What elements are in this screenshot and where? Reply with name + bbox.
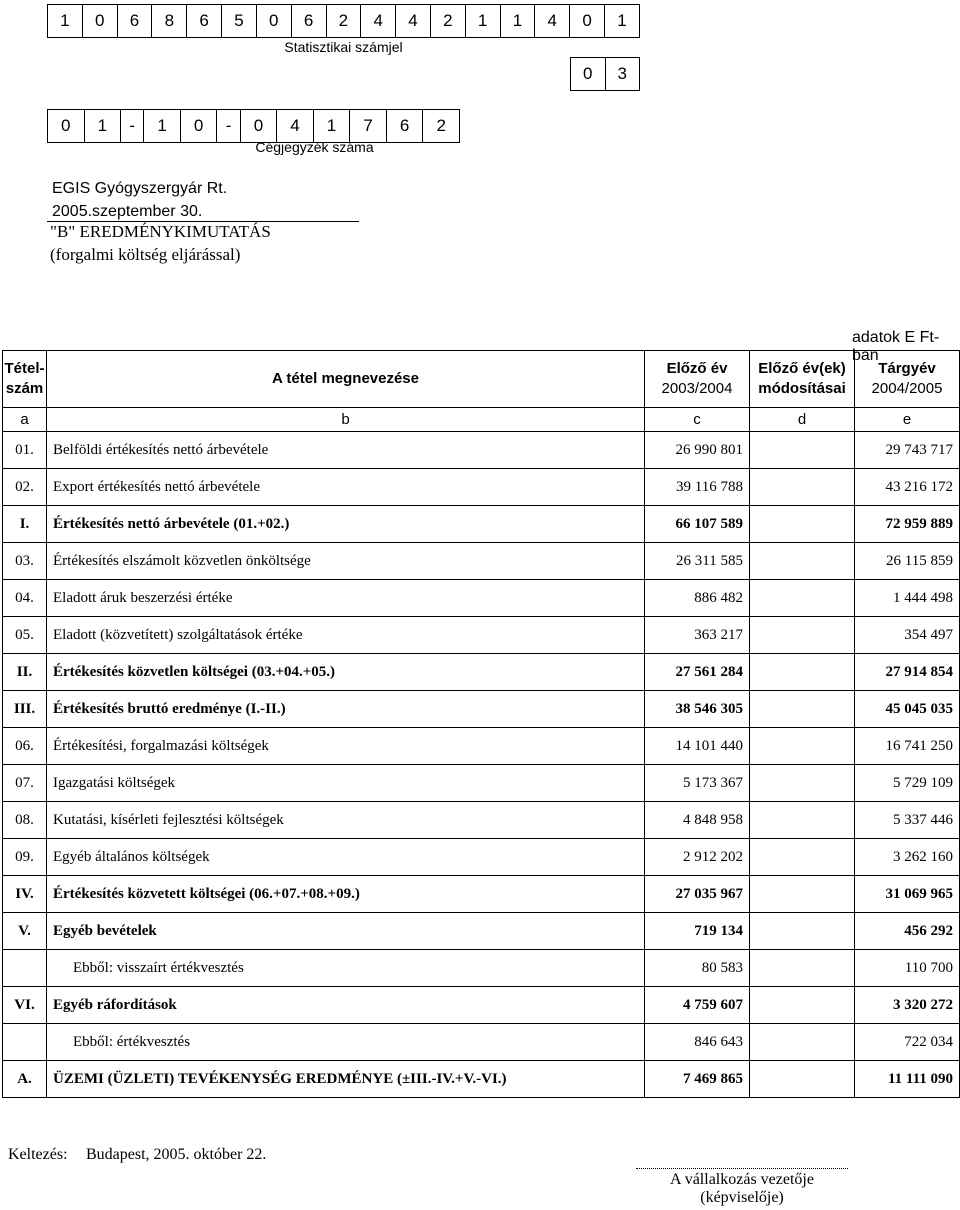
report-title: "B" EREDMÉNYKIMUTATÁS xyxy=(50,222,271,241)
registration-number-boxes xyxy=(47,109,460,143)
report-date: 2005.szeptember 30. xyxy=(52,203,203,220)
row-mod-value xyxy=(750,654,855,691)
row-mod-value xyxy=(750,950,855,987)
column-letter: d xyxy=(750,408,855,432)
stat-code-digit: 8 xyxy=(152,5,187,38)
stat-code-digit: 4 xyxy=(361,5,396,38)
stat-code-digit: 6 xyxy=(187,5,222,38)
row-prev-value: 26 311 585 xyxy=(645,543,750,580)
row-prev-value: 846 643 xyxy=(645,1024,750,1061)
column-letter: e xyxy=(855,408,960,432)
row-mod-value xyxy=(750,987,855,1024)
row-code: 03. xyxy=(3,543,47,580)
row-name: Eladott (közvetített) szolgáltatások értéke xyxy=(47,617,645,654)
header-name: A tétel megnevezése xyxy=(47,351,645,408)
stat-code-digit: 4 xyxy=(535,5,570,38)
row-code: A. xyxy=(3,1061,47,1098)
row-name: Belföldi értékesítés nettó árbevétele xyxy=(47,432,645,469)
row-code: V. xyxy=(3,913,47,950)
row-name: Export értékesítés nettó árbevétele xyxy=(47,469,645,506)
date-label: Keltezés: xyxy=(8,1146,68,1163)
row-curr-value: 1 444 498 xyxy=(855,580,960,617)
row-prev-value: 26 990 801 xyxy=(645,432,750,469)
registration-digit: 0 xyxy=(240,110,277,143)
row-prev-value: 2 912 202 xyxy=(645,839,750,876)
registration-digit: 1 xyxy=(144,110,181,143)
column-letter: b xyxy=(47,408,645,432)
stat-code-digit: 1 xyxy=(465,5,500,38)
row-prev-value: 886 482 xyxy=(645,580,750,617)
table-row xyxy=(3,543,960,580)
row-curr-value: 31 069 965 xyxy=(855,876,960,913)
row-prev-value: 27 035 967 xyxy=(645,876,750,913)
row-mod-value xyxy=(750,765,855,802)
row-code: 04. xyxy=(3,580,47,617)
table-row xyxy=(3,469,960,506)
header-mod-title: Előző év(ek) xyxy=(758,360,846,377)
row-mod-value xyxy=(750,691,855,728)
row-code: II. xyxy=(3,654,47,691)
row-code: 02. xyxy=(3,469,47,506)
row-curr-value: 43 216 172 xyxy=(855,469,960,506)
row-prev-value: 4 759 607 xyxy=(645,987,750,1024)
registration-digit: 1 xyxy=(313,110,350,143)
row-prev-value: 5 173 367 xyxy=(645,765,750,802)
row-name: Kutatási, kísérleti fejlesztési költségek xyxy=(47,802,645,839)
statistical-code-boxes xyxy=(47,4,640,38)
row-code: 01. xyxy=(3,432,47,469)
row-mod-value xyxy=(750,580,855,617)
registration-digit: 6 xyxy=(386,110,423,143)
county-code-digit: 0 xyxy=(571,58,606,91)
row-curr-value: 5 729 109 xyxy=(855,765,960,802)
header-curr-title: Tárgyév xyxy=(878,360,936,377)
table-row xyxy=(3,617,960,654)
row-code: 05. xyxy=(3,617,47,654)
stat-code-digit: 2 xyxy=(430,5,465,38)
row-curr-value: 29 743 717 xyxy=(855,432,960,469)
row-mod-value xyxy=(750,617,855,654)
row-prev-value: 38 546 305 xyxy=(645,691,750,728)
row-prev-value: 14 101 440 xyxy=(645,728,750,765)
row-name: Eladott áruk beszerzési értéke xyxy=(47,580,645,617)
row-curr-value: 354 497 xyxy=(855,617,960,654)
row-code xyxy=(3,1024,47,1061)
header-mod xyxy=(750,351,855,408)
table-row xyxy=(3,1024,960,1061)
county-code-digit: 3 xyxy=(605,58,640,91)
row-name: ÜZEMI (ÜZLETI) TEVÉKENYSÉG EREDMÉNYE (±III.-IV.+V.-VI.) xyxy=(47,1061,645,1098)
header-code-text: Tétel- szám xyxy=(4,360,45,397)
statistical-code-caption: Statisztikai számjel xyxy=(284,39,403,55)
report-subtitle: (forgalmi költség eljárással) xyxy=(50,245,241,264)
column-letter: a xyxy=(3,408,47,432)
row-mod-value xyxy=(750,543,855,580)
table-row xyxy=(3,876,960,913)
registration-digit: 2 xyxy=(423,110,460,143)
row-prev-value: 27 561 284 xyxy=(645,654,750,691)
table-row xyxy=(3,913,960,950)
unit-note: adatok E Ft-ban xyxy=(852,329,940,364)
table-row xyxy=(3,506,960,543)
row-mod-value xyxy=(750,802,855,839)
company-name: EGIS Gyógyszergyár Rt. xyxy=(52,180,228,197)
row-name: Értékesítés elszámolt közvetlen önköltsége xyxy=(47,543,645,580)
stat-code-digit: 0 xyxy=(570,5,605,38)
header-code xyxy=(3,351,47,408)
table-row xyxy=(3,432,960,469)
signature-title: A vállalkozás vezetője xyxy=(670,1171,814,1188)
row-name: Igazgatási költségek xyxy=(47,765,645,802)
row-curr-value: 5 337 446 xyxy=(855,802,960,839)
row-curr-value: 26 115 859 xyxy=(855,543,960,580)
header-prev xyxy=(645,351,750,408)
header-prev-title: Előző év xyxy=(666,360,728,377)
stat-code-digit: 0 xyxy=(82,5,117,38)
table-row xyxy=(3,839,960,876)
header-mod-sub: módosításai xyxy=(758,380,846,397)
row-prev-value: 4 848 958 xyxy=(645,802,750,839)
row-curr-value: 72 959 889 xyxy=(855,506,960,543)
row-code: 08. xyxy=(3,802,47,839)
row-prev-value: 80 583 xyxy=(645,950,750,987)
row-code: 09. xyxy=(3,839,47,876)
row-curr-value: 45 045 035 xyxy=(855,691,960,728)
row-code: 07. xyxy=(3,765,47,802)
table-row xyxy=(3,691,960,728)
row-code: VI. xyxy=(3,987,47,1024)
header-curr xyxy=(855,351,960,408)
row-name: Értékesítés nettó árbevétele (01.+02.) xyxy=(47,506,645,543)
row-curr-value: 110 700 xyxy=(855,950,960,987)
table-row xyxy=(3,950,960,987)
registration-digit: 0 xyxy=(48,110,85,143)
signature-line xyxy=(636,1168,848,1169)
registration-number-caption: Cégjegyzék száma xyxy=(255,139,374,155)
row-mod-value xyxy=(750,876,855,913)
row-prev-value: 719 134 xyxy=(645,913,750,950)
table-row xyxy=(3,728,960,765)
row-mod-value xyxy=(750,1024,855,1061)
registration-digit: 0 xyxy=(180,110,217,143)
row-name: Értékesítési, forgalmazási költségek xyxy=(47,728,645,765)
header-curr-period: 2004/2005 xyxy=(871,380,943,397)
stat-code-digit: 1 xyxy=(500,5,535,38)
row-mod-value xyxy=(750,469,855,506)
registration-digit: - xyxy=(217,110,240,143)
row-prev-value: 66 107 589 xyxy=(645,506,750,543)
table-row xyxy=(3,802,960,839)
row-name: Értékesítés bruttó eredménye (I.-II.) xyxy=(47,691,645,728)
stat-code-digit: 4 xyxy=(396,5,431,38)
table-row xyxy=(3,987,960,1024)
table-row xyxy=(3,765,960,802)
row-mod-value xyxy=(750,839,855,876)
row-name: Értékesítés közvetlen költségei (03.+04.+05.) xyxy=(47,654,645,691)
row-code: III. xyxy=(3,691,47,728)
row-code xyxy=(3,950,47,987)
stat-code-digit: 1 xyxy=(48,5,83,38)
stat-code-digit: 6 xyxy=(291,5,326,38)
row-code: I. xyxy=(3,506,47,543)
registration-digit: 4 xyxy=(277,110,314,143)
signature-subtitle: (képviselője) xyxy=(700,1189,784,1206)
row-curr-value: 456 292 xyxy=(855,913,960,950)
row-mod-value xyxy=(750,913,855,950)
stat-code-digit: 1 xyxy=(605,5,640,38)
header-prev-period: 2003/2004 xyxy=(661,380,733,397)
row-curr-value: 11 111 090 xyxy=(855,1061,960,1098)
row-name: Egyéb ráfordítások xyxy=(47,987,645,1024)
date-value: Budapest, 2005. október 22. xyxy=(86,1146,267,1163)
row-curr-value: 3 262 160 xyxy=(855,839,960,876)
county-code-boxes xyxy=(570,57,640,91)
registration-digit: 1 xyxy=(84,110,121,143)
row-name: Egyéb általános költségek xyxy=(47,839,645,876)
row-curr-value: 16 741 250 xyxy=(855,728,960,765)
stat-code-digit: 5 xyxy=(222,5,257,38)
table-row xyxy=(3,1061,960,1098)
column-letter: c xyxy=(645,408,750,432)
row-curr-value: 722 034 xyxy=(855,1024,960,1061)
row-name: Értékesítés közvetett költségei (06.+07.+08.+09.) xyxy=(47,876,645,913)
stat-code-digit: 2 xyxy=(326,5,361,38)
row-name: Ebből: visszaírt értékvesztés xyxy=(47,950,645,987)
row-prev-value: 39 116 788 xyxy=(645,469,750,506)
row-prev-value: 363 217 xyxy=(645,617,750,654)
row-prev-value: 7 469 865 xyxy=(645,1061,750,1098)
table-row xyxy=(3,580,960,617)
row-code: IV. xyxy=(3,876,47,913)
table-row xyxy=(3,654,960,691)
column-letter-row xyxy=(3,408,960,432)
registration-digit: - xyxy=(121,110,144,143)
registration-digit: 7 xyxy=(350,110,387,143)
row-name: Egyéb bevételek xyxy=(47,913,645,950)
header-row xyxy=(3,351,960,408)
row-mod-value xyxy=(750,1061,855,1098)
row-name: Ebből: értékvesztés xyxy=(47,1024,645,1061)
income-statement-table xyxy=(2,350,960,1098)
row-mod-value xyxy=(750,728,855,765)
row-mod-value xyxy=(750,506,855,543)
stat-code-digit: 6 xyxy=(117,5,152,38)
row-mod-value xyxy=(750,432,855,469)
stat-code-digit: 0 xyxy=(256,5,291,38)
row-curr-value: 27 914 854 xyxy=(855,654,960,691)
row-curr-value: 3 320 272 xyxy=(855,987,960,1024)
row-code: 06. xyxy=(3,728,47,765)
